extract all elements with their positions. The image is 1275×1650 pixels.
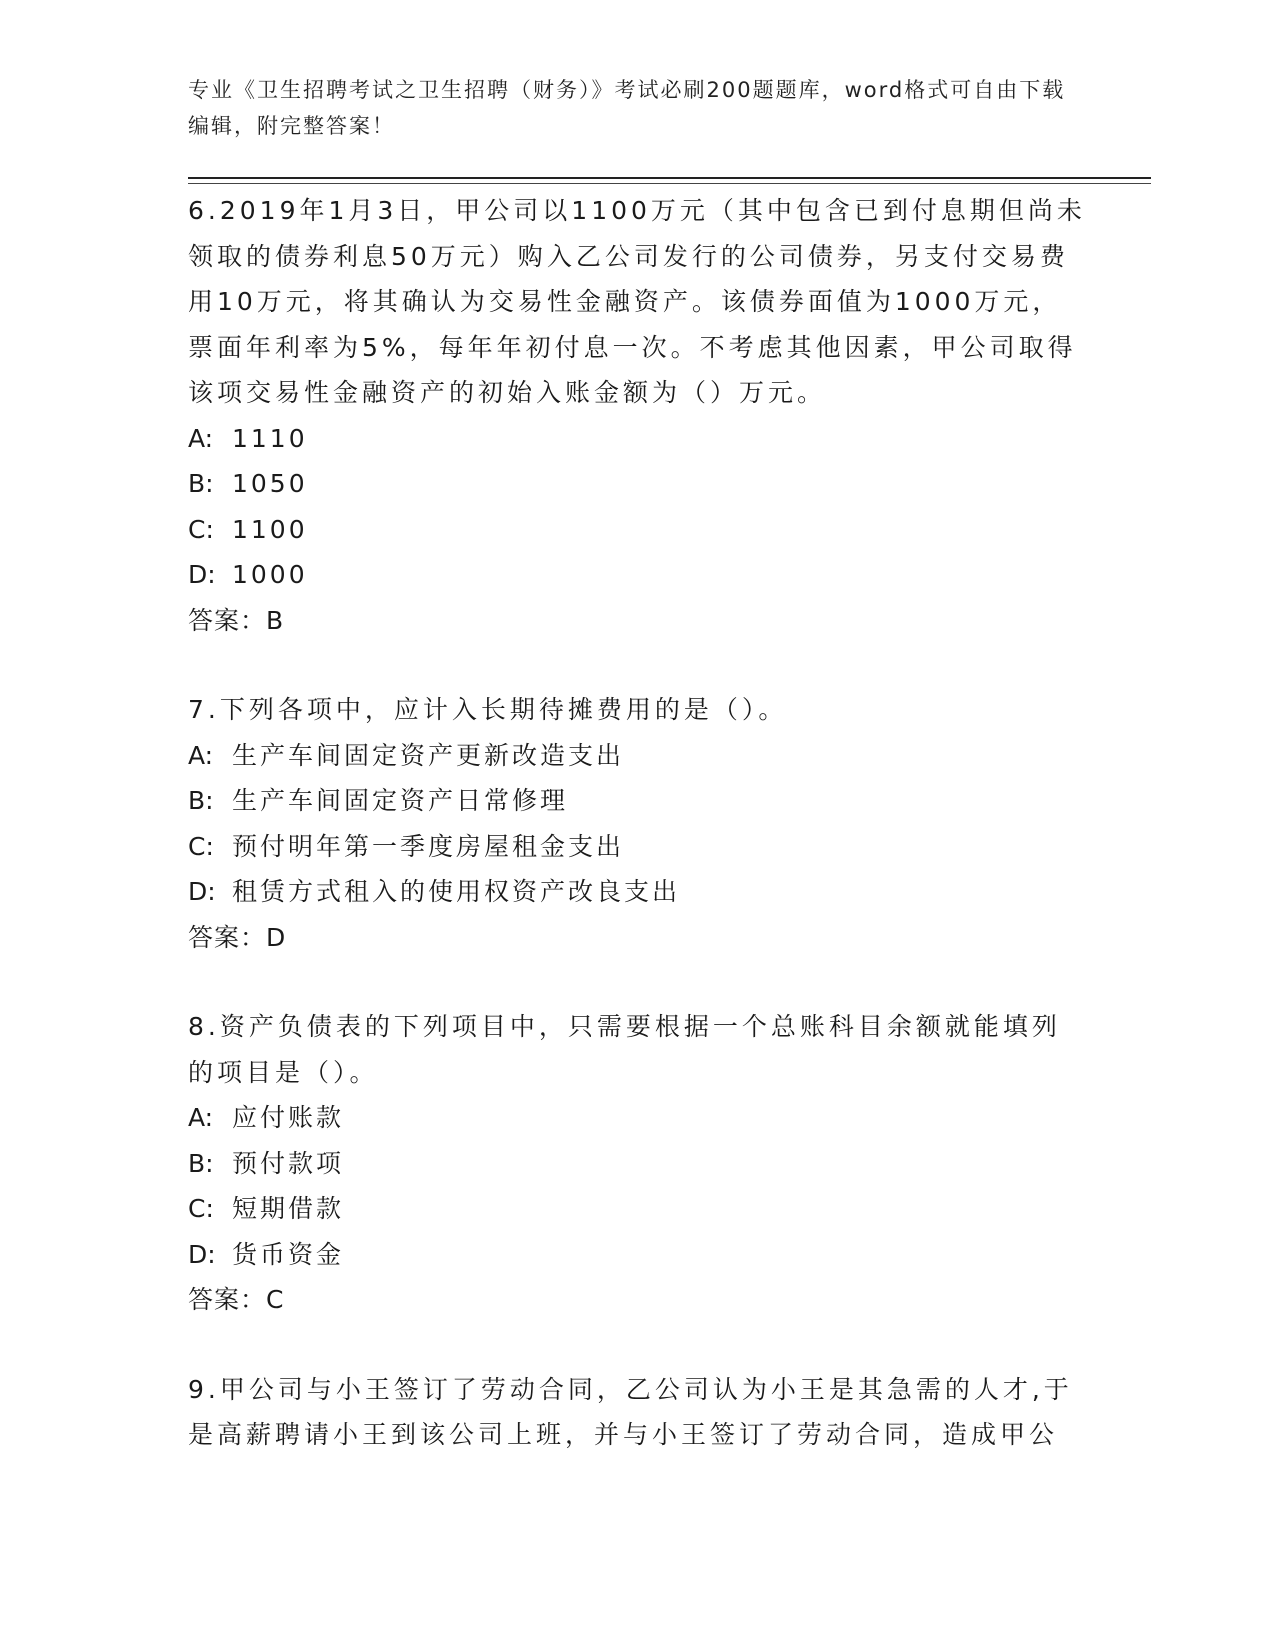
option-text: 生产车间固定资产日常修理 <box>232 786 569 815</box>
question-list <box>188 188 1088 1502</box>
option-text: 短期借款 <box>232 1194 345 1223</box>
option-a <box>188 733 1088 779</box>
option-text: 生产车间固定资产更新改造支出 <box>232 740 625 770</box>
question-stem: 8.资产负债表的下列项目中，只需要根据一个总账科目余额就能填列的项目是（）。 <box>188 1012 1061 1087</box>
option-key: B: <box>188 469 214 498</box>
answer-line: 答案：C <box>188 1285 285 1314</box>
header-divider-thick <box>188 177 1151 179</box>
question-8 <box>188 1004 1088 1323</box>
option-text: 1110 <box>232 423 308 453</box>
header-divider-thin <box>188 183 1151 184</box>
option-key: D: <box>188 1239 216 1269</box>
option-text: 租赁方式租入的使用权资产改良支出 <box>232 877 681 906</box>
option-d <box>188 1232 1088 1278</box>
option-b <box>188 461 1088 507</box>
option-text: 1050 <box>232 469 308 498</box>
answer-line: 答案：D <box>188 922 287 952</box>
document-header: 专业《卫生招聘考试之卫生招聘（财务）》考试必刷200题题库，word格式可自由下载编辑，附完整答案！ <box>188 78 1066 138</box>
question-7 <box>188 687 1088 960</box>
option-key: C: <box>188 831 214 861</box>
question-stem: 6.2019年1月3日，甲公司以1100万元（其中包含已到付息期但尚未领取的债券利息50万元）购入乙公司发行的公司债券，另支付交易费用10万元，将其确认为交易性金融资产。该债券面值为1000万元，票面年利率为5%，每年年初付息一次。不考虑其他因素，甲公司取得该项交易性金融资产的初始入账金额为（）万元。 <box>188 196 1086 407</box>
question-stem: 9.甲公司与小王签订了劳动合同，乙公司认为小王是其急需的人才,于是高薪聘请小王到该公司上班，并与小王签订了劳动合同，造成甲公 <box>188 1374 1073 1449</box>
option-text: 预付明年第一季度房屋租金支出 <box>232 831 625 861</box>
option-d <box>188 552 1088 598</box>
question-9 <box>188 1367 1088 1458</box>
option-b <box>188 778 1088 824</box>
question-stem: 7.下列各项中，应计入长期待摊费用的是（）。 <box>188 695 788 724</box>
question-6 <box>188 188 1088 643</box>
option-key: B: <box>188 1148 214 1178</box>
option-key: D: <box>188 877 216 906</box>
option-key: A: <box>188 740 214 770</box>
option-key: A: <box>188 1103 214 1132</box>
option-c <box>188 507 1088 553</box>
option-key: C: <box>188 514 214 544</box>
option-text: 预付款项 <box>232 1148 345 1178</box>
option-b <box>188 1141 1088 1187</box>
option-c <box>188 1186 1088 1232</box>
option-c <box>188 824 1088 870</box>
option-text: 1000 <box>232 560 308 589</box>
option-text: 1100 <box>232 514 308 544</box>
option-key: B: <box>188 786 214 815</box>
option-text: 货币资金 <box>232 1239 345 1269</box>
option-key: C: <box>188 1194 214 1223</box>
option-key: A: <box>188 423 214 453</box>
option-text: 应付账款 <box>232 1103 345 1132</box>
option-a <box>188 1095 1088 1141</box>
option-d <box>188 869 1088 915</box>
option-a <box>188 416 1088 462</box>
answer-line: 答案：B <box>188 605 285 635</box>
option-key: D: <box>188 560 216 589</box>
